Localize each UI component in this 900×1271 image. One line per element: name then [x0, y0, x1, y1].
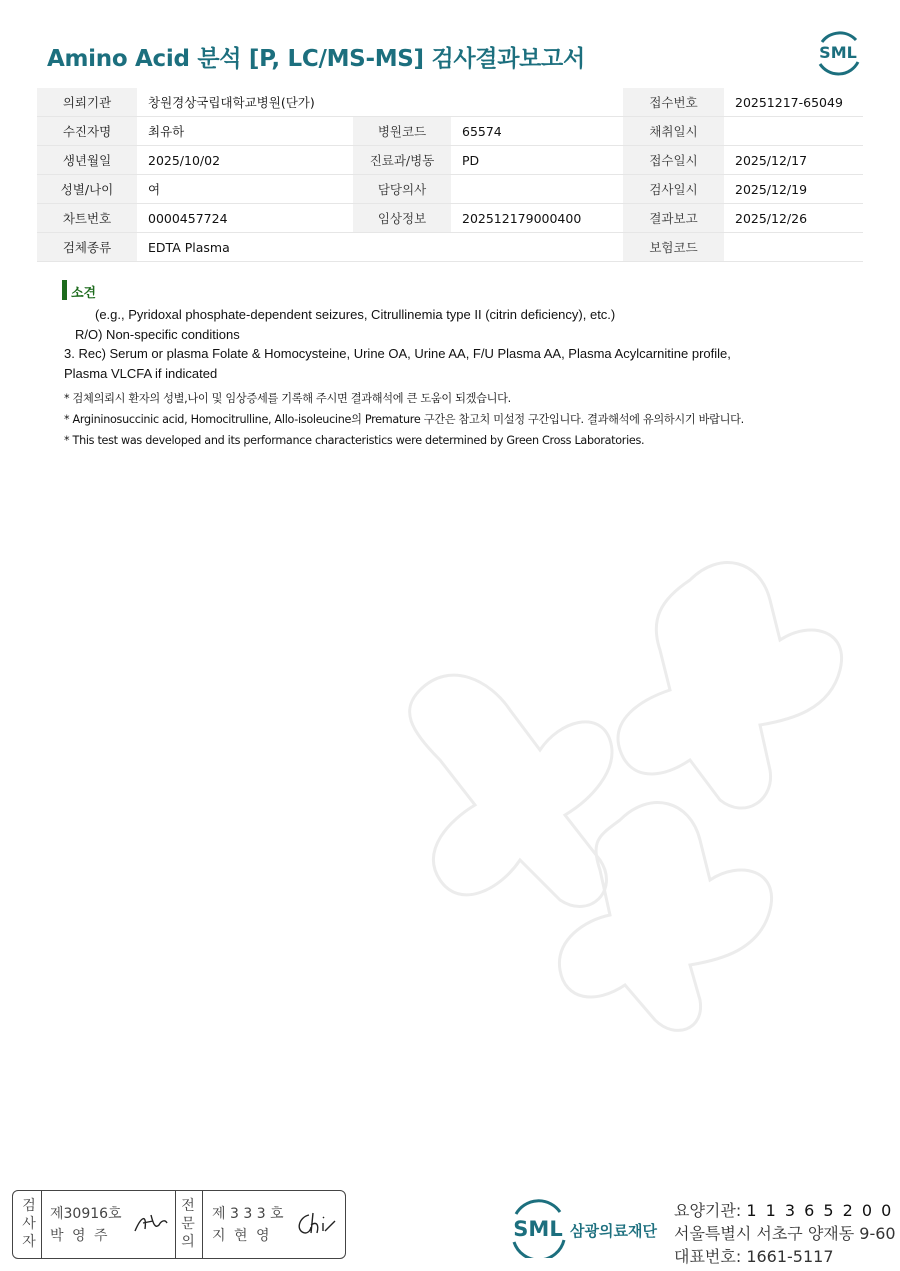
stamp-label-specialist: 전 문 의 [181, 1198, 195, 1250]
info-value: EDTA Plasma [137, 233, 353, 262]
svg-text:SML: SML [513, 1217, 563, 1241]
institution-code: 요양기관: 1 1 3 6 5 2 0 0 [674, 1201, 894, 1220]
info-label: 생년월일 [37, 146, 137, 175]
info-value: 2025/12/19 [724, 175, 863, 204]
info-label: 접수번호 [623, 88, 724, 117]
svg-text:SML: SML [819, 43, 857, 62]
sml-logo-icon [508, 1198, 668, 1258]
stamp-inspector-name: 박 영 주 [50, 1228, 110, 1244]
cross-watermark-icon [360, 540, 860, 1040]
info-value: 20251217-65049 [724, 88, 863, 117]
report-note: * Argininosuccinic acid, Homocitrulline, Allo-isoleucine의 Premature 구간은 참고치 미설정 구간입니다. 결과해석에 유의하시기 바랍니다. [64, 413, 744, 426]
info-value: 202512179000400 [451, 204, 623, 233]
info-label: 검체종류 [37, 233, 137, 262]
info-label: 보험코드 [623, 233, 724, 262]
info-value [451, 175, 623, 204]
info-value: 2025/12/17 [724, 146, 863, 175]
info-value [451, 233, 623, 262]
info-label: 수진자명 [37, 117, 137, 146]
info-row [37, 146, 863, 175]
info-value: 창원경상국립대학교병원(단가) [137, 88, 353, 117]
info-value: 65574 [451, 117, 623, 146]
report-note: * This test was developed and its performance characteristics were determined by Green Cross Laboratories. [64, 434, 645, 447]
info-value [724, 117, 863, 146]
info-label: 접수일시 [623, 146, 724, 175]
findings-line: (e.g., Pyridoxal phosphate-dependent seizures, Citrullinemia type II (citrin deficiency), etc.) [95, 307, 616, 322]
info-label [353, 88, 451, 117]
info-row [37, 204, 863, 233]
svg-text:삼광의료재단: 삼광의료재단 [570, 1222, 657, 1240]
stamp-label-inspector: 검 사 자 [22, 1198, 36, 1250]
info-row [37, 88, 863, 117]
footer-address: 서울특별시 서초구 양재동 9-60 [674, 1224, 896, 1243]
info-value: 최유하 [137, 117, 353, 146]
info-value: 2025/10/02 [137, 146, 353, 175]
info-label: 성별/나이 [37, 175, 137, 204]
info-row [37, 117, 863, 146]
info-value: PD [451, 146, 623, 175]
report-title: Amino Acid 분석 [P, LC/MS-MS] 검사결과보고서 [47, 46, 585, 72]
stamp-license-number: 제 3 3 3 호 [212, 1206, 284, 1222]
footer-phone: 대표번호: 1661-5117 [674, 1247, 834, 1266]
stamp-license-number: 제30916호 [50, 1206, 122, 1222]
findings-line: 3. Rec) Serum or plasma Folate & Homocysteine, Urine OA, Urine AA, F/U Plasma AA, Plasma Acylcarnitine profile, [64, 346, 731, 361]
stamp-specialist-name: 지 현 영 [212, 1228, 272, 1244]
info-value [451, 88, 623, 117]
info-value [724, 233, 863, 262]
sml-logo-icon [812, 28, 864, 76]
info-value: 2025/12/26 [724, 204, 863, 233]
info-label: 진료과/병동 [353, 146, 451, 175]
info-row [37, 175, 863, 204]
info-label [353, 233, 451, 262]
report-note: * 검체의뢰시 환자의 성별,나이 및 임상증세를 기록해 주시면 결과해석에 큰 도움이 되겠습니다. [64, 392, 511, 405]
findings-line: R/O) Non-specific conditions [75, 327, 240, 342]
signature-icon [293, 1209, 337, 1239]
info-value: 0000457724 [137, 204, 353, 233]
signature-stamp [12, 1190, 346, 1259]
findings-heading: 소견 [71, 286, 97, 301]
info-label: 채취일시 [623, 117, 724, 146]
findings-line: Plasma VLCFA if indicated [64, 366, 218, 381]
footer-logo [508, 1198, 668, 1262]
info-label: 담당의사 [353, 175, 451, 204]
info-label: 임상정보 [353, 204, 451, 233]
info-value: 여 [137, 175, 353, 204]
info-label: 검사일시 [623, 175, 724, 204]
info-row [37, 233, 863, 262]
info-label: 차트번호 [37, 204, 137, 233]
signature-icon [131, 1209, 171, 1239]
info-label: 결과보고 [623, 204, 724, 233]
info-label: 의뢰기관 [37, 88, 137, 117]
info-label: 병원코드 [353, 117, 451, 146]
patient-info-table [37, 88, 863, 262]
section-bar [62, 280, 67, 300]
